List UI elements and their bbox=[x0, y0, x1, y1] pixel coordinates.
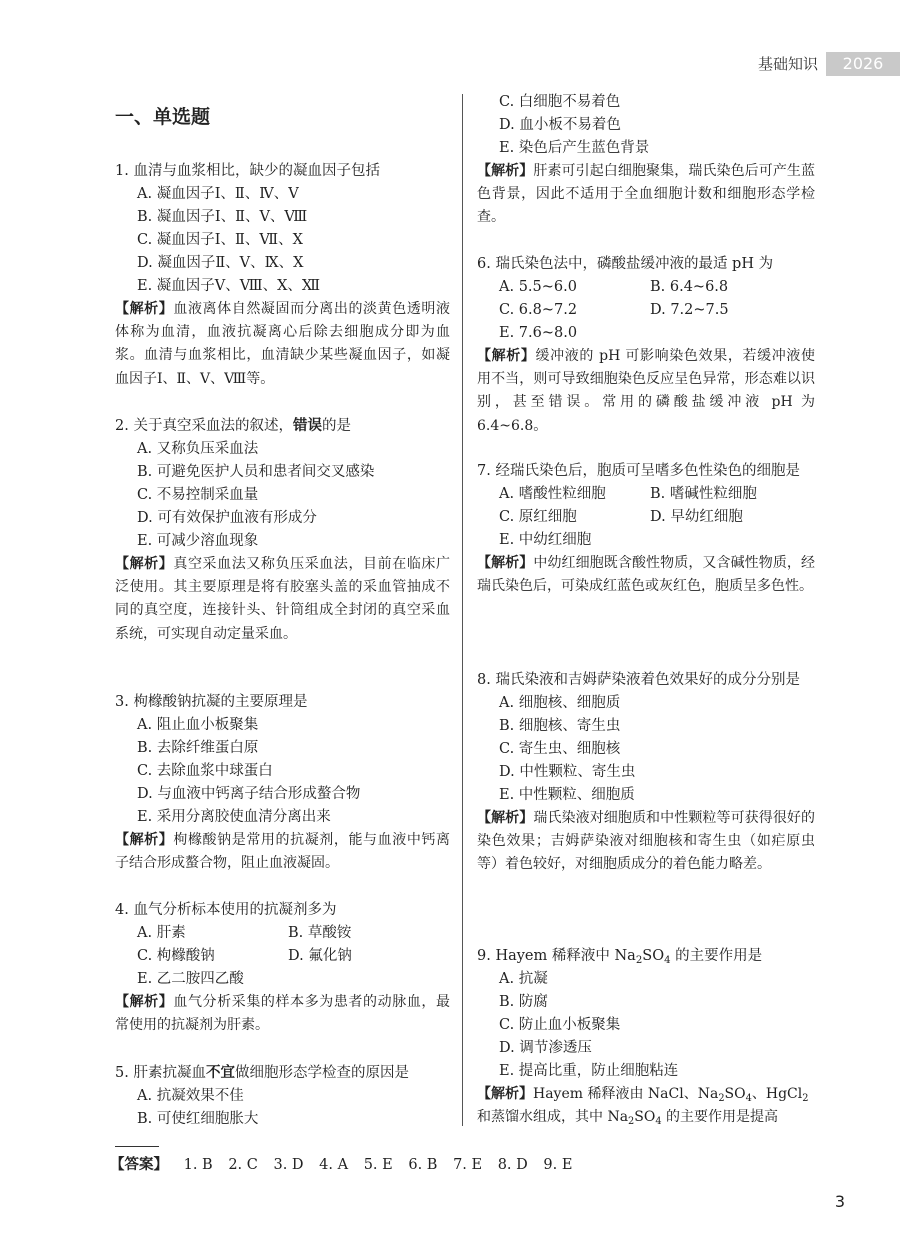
question-6-stem: 6. 瑞氏染色法中，磷酸盐缓冲液的最适 pH 为 bbox=[477, 256, 774, 272]
option: E. 凝血因子Ⅴ、Ⅷ、Ⅹ、Ⅻ bbox=[137, 278, 321, 294]
option: E. 中幼红细胞 bbox=[499, 532, 592, 548]
explanation-line bbox=[477, 1106, 815, 1129]
option: D. 血小板不易着色 bbox=[499, 117, 621, 133]
option: C. 枸橼酸钠 bbox=[137, 948, 215, 964]
stem-text: SO bbox=[642, 948, 665, 964]
stem-emphasis: 错误 bbox=[292, 417, 322, 434]
question-5-continued bbox=[477, 91, 815, 230]
explanation-text: 中幼红细胞既含酸性物质，又含碱性物质，经瑞氏染色后，可染成红蓝色或灰红色，胞质呈多色性。 bbox=[477, 555, 816, 595]
footer-rule bbox=[115, 1146, 159, 1147]
question-1-stem: 1. 血清与血浆相比，缺少的凝血因子包括 bbox=[115, 163, 380, 179]
question-7-explanation bbox=[477, 552, 815, 598]
stem-text: 的是 bbox=[321, 418, 351, 434]
option: C. 凝血因子Ⅰ、Ⅱ、Ⅶ、Ⅹ bbox=[137, 232, 303, 248]
option: B. 防腐 bbox=[499, 994, 548, 1010]
option: A. 抗凝 bbox=[499, 971, 548, 987]
stem-text: 9. Hayem 稀释液中 Na bbox=[477, 948, 636, 964]
explanation-tag: 【解析】 bbox=[115, 832, 174, 848]
question-3 bbox=[115, 691, 450, 875]
option: C. 防止血小板聚集 bbox=[499, 1017, 621, 1033]
option: E. 乙二胺四乙酸 bbox=[137, 971, 244, 987]
question-4-stem: 4. 血气分析标本使用的抗凝剂多为 bbox=[115, 902, 337, 918]
question-8-explanation bbox=[477, 807, 815, 877]
option: C. 原红细胞 bbox=[499, 509, 577, 525]
option: A. 5.5~6.0 bbox=[499, 279, 577, 295]
answer-key bbox=[110, 1154, 572, 1176]
header-section-label: 基础知识 bbox=[757, 55, 818, 73]
stem-text: 5. 肝素抗凝血 bbox=[115, 1065, 206, 1081]
question-8-stem: 8. 瑞氏染液和吉姆萨染液着色效果好的成分分别是 bbox=[477, 672, 800, 688]
stem-text: 做细胞形态学检查的原因是 bbox=[234, 1065, 409, 1081]
option: A. 嗜酸性粒细胞 bbox=[499, 486, 606, 502]
question-1-explanation bbox=[115, 298, 450, 391]
question-9 bbox=[477, 945, 815, 1129]
option: B. 草酸铵 bbox=[288, 925, 352, 941]
explanation-tag: 【解析】 bbox=[477, 810, 534, 826]
subscript: 4 bbox=[664, 955, 671, 967]
option: C. 不易控制采血量 bbox=[137, 487, 259, 503]
question-4-explanation bbox=[115, 991, 450, 1037]
option: E. 染色后产生蓝色背景 bbox=[499, 140, 650, 156]
explanation-text: 、HgCl bbox=[751, 1086, 803, 1102]
explanation-text: 血气分析采集的样本多为患者的动脉血，最常使用的抗凝剂为肝素。 bbox=[115, 994, 451, 1034]
option: D. 与血液中钙离子结合形成螯合物 bbox=[137, 786, 361, 802]
explanation-tag: 【解析】 bbox=[477, 163, 534, 179]
explanation-text: 的主要作用是提高 bbox=[661, 1109, 779, 1126]
option: B. 细胞核、寄生虫 bbox=[499, 718, 621, 734]
subscript: 4 bbox=[655, 1116, 662, 1128]
option: E. 提高比重，防止细胞粘连 bbox=[499, 1063, 679, 1079]
stem-text: 2. 关于真空采血法的叙述， bbox=[115, 418, 293, 434]
question-5-stem bbox=[115, 1061, 450, 1085]
option: D. 早幼红细胞 bbox=[650, 509, 743, 525]
option-row bbox=[477, 506, 815, 529]
option-row bbox=[115, 922, 450, 945]
option: E. 采用分离胶使血清分离出来 bbox=[137, 809, 331, 825]
option: E. 中性颗粒、细胞质 bbox=[499, 787, 635, 803]
stem-text: 的主要作用是 bbox=[670, 948, 763, 964]
question-6 bbox=[477, 253, 815, 438]
subscript: 2 bbox=[802, 1092, 809, 1104]
option: A. 凝血因子Ⅰ、Ⅱ、Ⅳ、Ⅴ bbox=[137, 186, 299, 202]
question-2-explanation bbox=[115, 553, 450, 646]
explanation-tag: 【解析】 bbox=[477, 555, 534, 571]
stem-emphasis: 不宜 bbox=[205, 1064, 235, 1081]
option-row bbox=[477, 483, 815, 506]
explanation-text: SO bbox=[634, 1109, 656, 1126]
subscript: 2 bbox=[718, 1092, 725, 1104]
page-number: 3 bbox=[834, 1192, 846, 1211]
explanation-text: 枸橼酸钠是常用的抗凝剂，能与血液中钙离子结合形成螯合物，阻止血液凝固。 bbox=[115, 832, 451, 872]
question-4 bbox=[115, 899, 450, 1037]
option: B. 去除纤维蛋白原 bbox=[137, 740, 259, 756]
option: C. 6.8~7.2 bbox=[499, 302, 578, 318]
option: D. 调节渗透压 bbox=[499, 1040, 592, 1056]
explanation-tag: 【解析】 bbox=[477, 348, 536, 364]
question-7-stem: 7. 经瑞氏染色后，胞质可呈嗜多色性染色的细胞是 bbox=[477, 463, 800, 479]
explanation-tag: 【解析】 bbox=[115, 301, 174, 317]
question-5 bbox=[115, 1061, 450, 1131]
explanation-tag: 【解析】 bbox=[115, 556, 174, 572]
answer-item: 6. B bbox=[408, 1157, 438, 1173]
answer-item: 8. D bbox=[497, 1157, 528, 1173]
explanation-text: SO bbox=[724, 1086, 746, 1102]
answer-item: 1. B bbox=[183, 1157, 213, 1173]
question-8 bbox=[477, 669, 815, 877]
option: E. 7.6~8.0 bbox=[499, 325, 578, 341]
answer-item: 4. A bbox=[319, 1157, 349, 1173]
subscript: 2 bbox=[628, 1116, 635, 1128]
option: B. 凝血因子Ⅰ、Ⅱ、Ⅴ、Ⅷ bbox=[137, 209, 308, 225]
option: A. 又称负压采血法 bbox=[137, 441, 259, 457]
header-year-badge: 2026 bbox=[826, 52, 900, 76]
explanation-text: 瑞氏染液对细胞质和中性颗粒等可获得很好的染色效果；吉姆萨染液对细胞核和寄生虫（如疟原虫等）着色较好，对细胞质成分的着色能力略差。 bbox=[477, 810, 816, 873]
explanation-text: 和蒸馏水组成，其中 Na bbox=[477, 1109, 629, 1126]
question-3-stem: 3. 枸橼酸钠抗凝的主要原理是 bbox=[115, 694, 308, 710]
option: A. 肝素 bbox=[137, 925, 186, 941]
option-row bbox=[477, 276, 815, 299]
question-5-explanation bbox=[477, 160, 815, 230]
question-9-stem bbox=[477, 945, 815, 968]
question-7 bbox=[477, 460, 815, 598]
option: D. 可有效保护血液有形成分 bbox=[137, 510, 317, 526]
explanation-tag: 【解析】 bbox=[115, 994, 174, 1010]
option: C. 寄生虫、细胞核 bbox=[499, 741, 621, 757]
explanation-text: 肝素可引起白细胞聚集，瑞氏染色后可产生蓝色背景，因此不适用于全血细胞计数和细胞形态学检查。 bbox=[477, 163, 816, 226]
question-1 bbox=[115, 160, 450, 391]
answer-item: 7. E bbox=[453, 1157, 483, 1173]
option-row bbox=[115, 945, 450, 968]
option: A. 抗凝效果不佳 bbox=[137, 1088, 244, 1104]
explanation-line bbox=[477, 1083, 815, 1106]
subscript: 2 bbox=[635, 955, 643, 967]
option: C. 去除血浆中球蛋白 bbox=[137, 763, 273, 779]
option: D. 7.2~7.5 bbox=[650, 302, 729, 318]
option: A. 细胞核、细胞质 bbox=[499, 695, 621, 711]
subscript: 4 bbox=[745, 1092, 752, 1104]
option: B. 可避免医护人员和患者间交叉感染 bbox=[137, 464, 375, 480]
explanation-text: 血液离体自然凝固而分离出的淡黄色透明液体称为血清，血液抗凝离心后除去细胞成分即为血浆。血清与血浆相比，血清缺少某些凝血因子，如凝血因子Ⅰ、Ⅱ、Ⅴ、Ⅷ等。 bbox=[115, 301, 451, 387]
question-9-explanation bbox=[477, 1083, 815, 1129]
explanation-text: Hayem 稀释液由 NaCl、Na bbox=[533, 1086, 719, 1102]
answer-item: 9. E bbox=[543, 1157, 573, 1173]
answer-item: 3. D bbox=[273, 1157, 304, 1173]
option: A. 阻止血小板聚集 bbox=[137, 717, 259, 733]
option: B. 6.4~6.8 bbox=[650, 279, 729, 295]
option: B. 可使红细胞胀大 bbox=[137, 1111, 259, 1127]
question-6-explanation bbox=[477, 345, 815, 438]
column-divider bbox=[462, 94, 463, 1126]
option: C. 白细胞不易着色 bbox=[499, 94, 621, 110]
option: D. 凝血因子Ⅱ、Ⅴ、Ⅸ、Ⅹ bbox=[137, 255, 304, 271]
answer-item: 2. C bbox=[228, 1157, 258, 1173]
question-2 bbox=[115, 414, 450, 646]
answer-key-label: 【答案】 bbox=[110, 1157, 168, 1173]
option: D. 中性颗粒、寄生虫 bbox=[499, 764, 636, 780]
option: D. 氟化钠 bbox=[288, 948, 352, 964]
explanation-text: 缓冲液的 pH 可影响染色效果，若缓冲液使用不当，则可导致细胞染色反应呈色异常，形态难以识别，甚至错误。常用的磷酸盐缓冲液 pH 为 6.4~6.8。 bbox=[477, 348, 815, 434]
explanation-text: 真空采血法又称负压采血法，目前在临床广泛使用。其主要原理是将有胶塞头盖的采血管抽成不同的真空度，连接针头、针筒组成全封闭的真空采血系统，可实现自动定量采血。 bbox=[115, 556, 451, 642]
option: B. 嗜碱性粒细胞 bbox=[650, 486, 757, 502]
explanation-tag: 【解析】 bbox=[477, 1086, 533, 1102]
answer-item: 5. E bbox=[363, 1157, 393, 1173]
section-title: 一、单选题 bbox=[115, 106, 211, 128]
question-2-stem bbox=[115, 414, 450, 438]
option: E. 可减少溶血现象 bbox=[137, 533, 259, 549]
option-row bbox=[477, 299, 815, 322]
question-3-explanation bbox=[115, 829, 450, 875]
